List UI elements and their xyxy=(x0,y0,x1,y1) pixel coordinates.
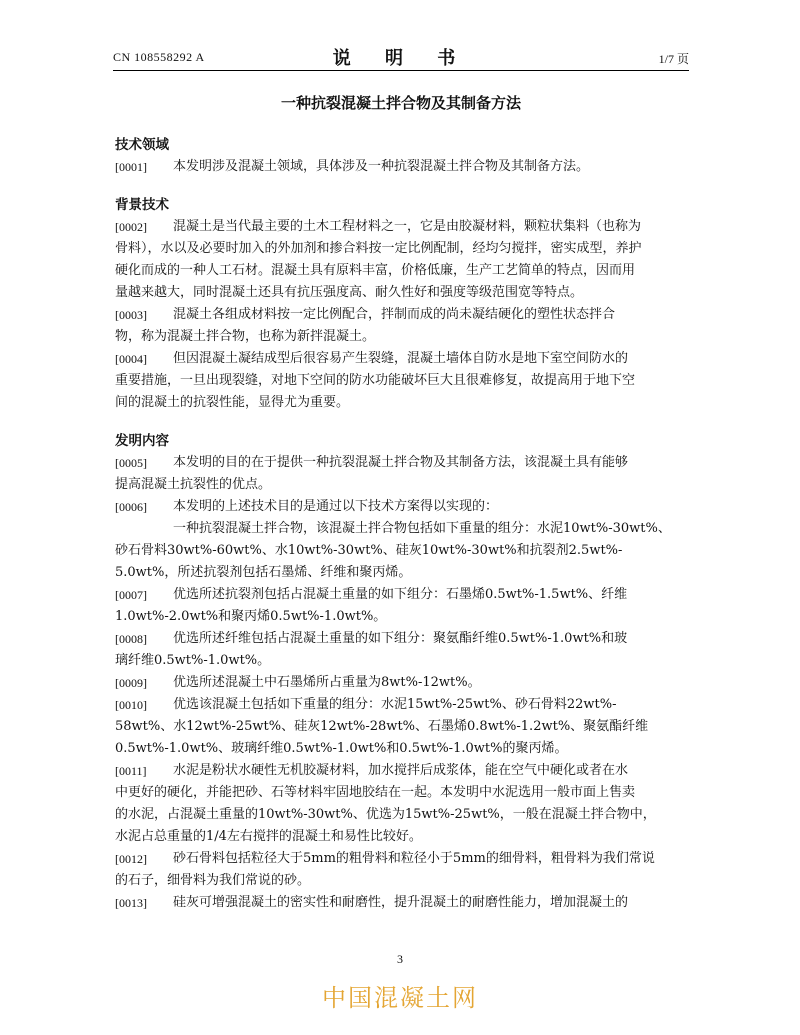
paragraph-number: [0011] xyxy=(115,764,147,778)
section-heading: 背景技术 xyxy=(115,197,169,213)
paragraph-line: 优选所述抗裂剂包括占混凝土重量的如下组分：石墨烯0.5wt%-1.5wt%、纤维 xyxy=(173,587,628,602)
paragraph-line: 量越来越大，同时混凝土还具有抗压强度高、耐久性好和强度等级范围宽等特点。 xyxy=(115,285,584,300)
paragraph xyxy=(115,760,690,848)
paragraph-line: 本发明的上述技术目的是通过以下技术方案得以实现的： xyxy=(173,499,499,514)
paragraph-number: [0008] xyxy=(115,632,147,646)
paragraph-line: 本发明的目的在于提供一种抗裂混凝土拌合物及其制备方法，该混凝土具有能够 xyxy=(173,455,629,470)
page-header xyxy=(113,44,689,68)
paragraph xyxy=(115,628,690,672)
paragraph-number: [0007] xyxy=(115,588,147,602)
paragraph-line: 璃纤维0.5wt%-1.0wt%。 xyxy=(115,653,271,668)
section-gap xyxy=(115,414,690,430)
paragraph-number: [0010] xyxy=(115,698,147,712)
paragraph-line: 本发明涉及混凝土领域，具体涉及一种抗裂混凝土拌合物及其制备方法。 xyxy=(173,159,590,174)
paragraph-line: 中更好的硬化，并能把砂、石等材料牢固地胶结在一起。本发明中水泥选用一般市面上售卖 xyxy=(115,785,636,800)
paragraph xyxy=(115,584,690,628)
document-title: 一种抗裂混凝土拌合物及其制备方法 xyxy=(280,94,521,112)
doc-type-label: 说 明 书 xyxy=(332,48,470,69)
paragraph xyxy=(115,892,690,914)
paragraph-number: [0002] xyxy=(115,220,147,234)
paragraph xyxy=(115,216,690,304)
paragraph xyxy=(115,452,690,496)
paragraph xyxy=(115,848,690,892)
paragraph-number: [0005] xyxy=(115,456,147,470)
page-indicator: 1/7 页 xyxy=(658,52,689,66)
paragraph-line: 的石子，细骨料为我们常说的砂。 xyxy=(115,873,311,888)
paragraph-line: 重要措施，一旦出现裂缝，对地下空间的防水功能破坏巨大且很难修复，故提高用于地下空 xyxy=(115,373,636,388)
paragraph xyxy=(115,496,690,584)
paragraph-number: [0001] xyxy=(115,160,147,174)
paragraph-line: 物，称为混凝土拌合物，也称为新拌混凝土。 xyxy=(115,329,376,344)
paragraph xyxy=(115,348,690,414)
paragraph xyxy=(115,694,690,760)
paragraph-line: 砂石骨料30wt%-60wt%、水10wt%-30wt%、硅灰10wt%-30wt%和抗裂剂2.5wt%- xyxy=(115,543,623,558)
document-body xyxy=(115,134,690,914)
paragraph-line: 硬化而成的一种人工石材。混凝土具有原料丰富，价格低廉，生产工艺简单的特点，因而用 xyxy=(115,263,636,278)
paragraph-line: 砂石骨料包括粒径大于5mm的粗骨料和粒径小于5mm的细骨料，粗骨料为我们常说 xyxy=(173,851,655,866)
paragraph-line: 间的混凝土的抗裂性能，显得尤为重要。 xyxy=(115,395,350,410)
paragraph-number: [0012] xyxy=(115,852,147,866)
paragraph-line: 混凝土各组成材料按一定比例配合，拌制而成的尚未凝结硬化的塑性状态拌合 xyxy=(173,307,616,322)
paragraph-line: 硅灰可增强混凝土的密实性和耐磨性，提升混凝土的耐磨性能力，增加混凝土的 xyxy=(173,895,629,910)
paragraph-line: 优选该混凝土包括如下重量的组分：水泥15wt%-25wt%、砂石骨料22wt%- xyxy=(173,697,617,712)
section-heading: 技术领域 xyxy=(115,137,169,153)
header-rule xyxy=(113,70,689,71)
paragraph xyxy=(115,156,690,178)
paragraph-number: [0004] xyxy=(115,352,147,366)
paragraph xyxy=(115,304,690,348)
paragraph-line: 骨料），水以及必要时加入的外加剂和掺合料按一定比例配制，经均匀搅拌，密实成型，养护 xyxy=(115,241,642,256)
paragraph xyxy=(115,672,690,694)
paragraph-line: 但因混凝土凝结成型后很容易产生裂缝，混凝土墙体自防水是地下室空间防水的 xyxy=(173,351,629,366)
paragraph-line: 的水泥，占混凝土重量的10wt%-30wt%、优选为15wt%-25wt%，一般在混凝土拌合物中， xyxy=(115,807,656,822)
paragraph-number: [0009] xyxy=(115,676,147,690)
patent-number: CN 108558292 A xyxy=(113,50,205,64)
paragraph-line: 1.0wt%-2.0wt%和聚丙烯0.5wt%-1.0wt%。 xyxy=(115,609,387,624)
paragraph-line: 5.0wt%，所述抗裂剂包括石墨烯、纤维和聚丙烯。 xyxy=(115,565,412,580)
paragraph-number: [0013] xyxy=(115,896,147,910)
paragraph-number: [0006] xyxy=(115,500,147,514)
paragraph-line: 水泥占总重量的1/4左右搅拌的混凝土和易性比较好。 xyxy=(115,829,422,844)
paragraph-number: [0003] xyxy=(115,308,147,322)
paragraph-line: 优选所述混凝土中石墨烯所占重量为8wt%-12wt%。 xyxy=(173,675,481,690)
paragraph-line: 混凝土是当代最主要的土木工程材料之一，它是由胶凝材料，颗粒状集料（也称为 xyxy=(173,219,642,234)
paragraph-line: 提高混凝土抗裂性的优点。 xyxy=(115,477,272,492)
paragraph-line: 水泥是粉状水硬性无机胶凝材料，加水搅拌后成浆体，能在空气中硬化或者在水 xyxy=(173,763,629,778)
section-heading: 发明内容 xyxy=(115,433,169,449)
paragraph-line: 优选所述纤维包括占混凝土重量的如下组分：聚氨酯纤维0.5wt%-1.0wt%和玻 xyxy=(173,631,628,646)
page-number: 3 xyxy=(397,952,403,966)
paragraph-line: 0.5wt%-1.0wt%、玻璃纤维0.5wt%-1.0wt%和0.5wt%-1.0wt%的聚丙烯。 xyxy=(115,741,568,756)
paragraph-line: 一种抗裂混凝土拌合物，该混凝土拌合物包括如下重量的组分：水泥10wt%-30wt%、 xyxy=(173,521,671,536)
section-gap xyxy=(115,178,690,194)
watermark-logo: 中国混凝土网 xyxy=(322,984,478,1012)
paragraph-line: 58wt%、水12wt%-25wt%、硅灰12wt%-28wt%、石墨烯0.8wt%-1.2wt%、聚氨酯纤维 xyxy=(115,719,649,734)
